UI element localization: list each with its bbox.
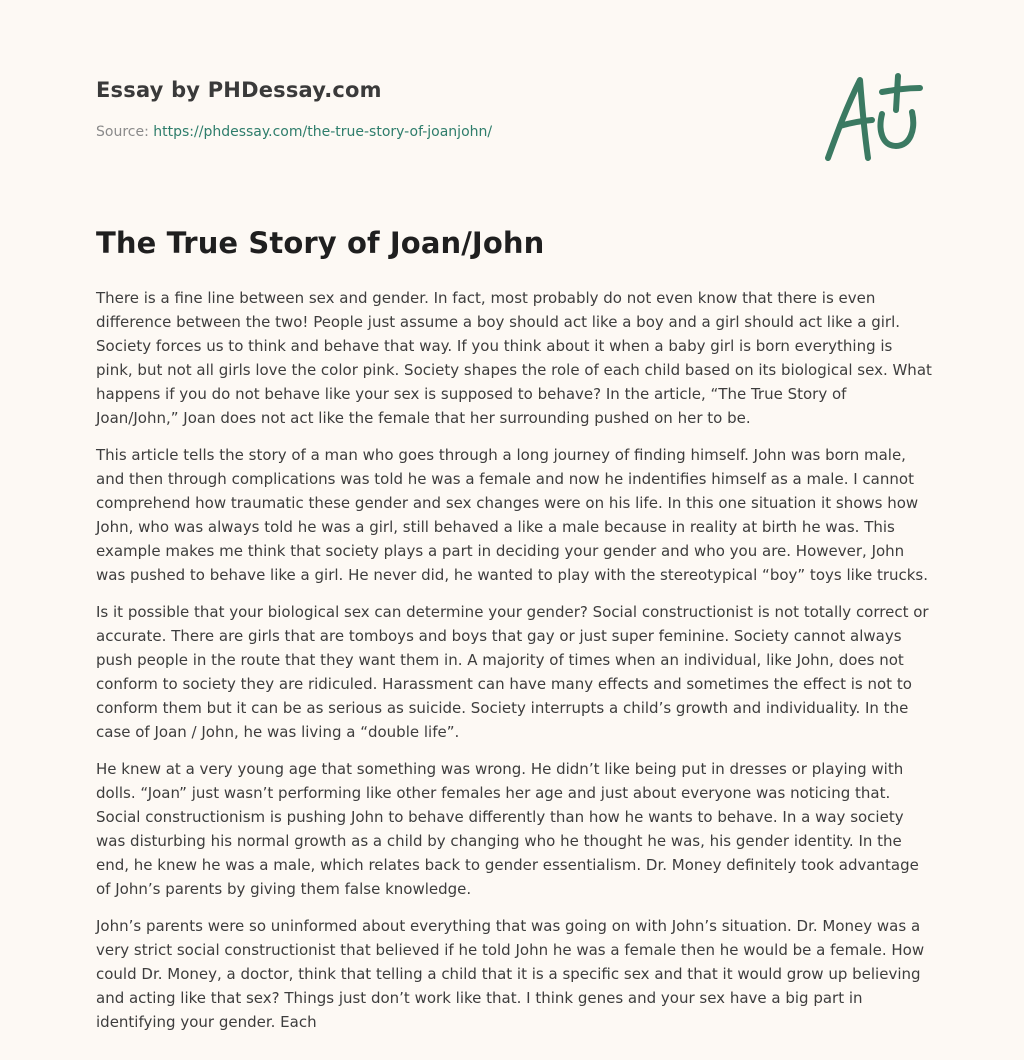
essay-paragraph: There is a fine line between sex and gender. In fact, most probably do not even know that there is even difference between the two! People just assume a boy should act like a boy and a girl should act like a girl. Society forces us to think and behave that way. If you think about it when a baby girl is born everything is pink, but not all girls love the color pink. Society shapes the role of each child based on its biological sex. What happens if you do not behave like your sex is supposed to behave? In the article, “The True Story of Joan/John,” Joan does not act like the female that her surrounding pushed on her to be. — [96, 289, 932, 427]
essay-paragraph: This article tells the story of a man who goes through a long journey of finding himself. John was born male, and then through complications was told he was a female and now he indentifies himself as a male. I cannot comprehend how traumatic these gender and sex changes were on his life. In this one situation it shows how John, who was always told he was a girl, still behaved a like a male because in reality at birth he was. This example makes me think that society plays a part in deciding your gender and who you are. However, John was pushed to behave like a girl. He never did, he wanted to play with the stereotypical “boy” toys like trucks. — [96, 446, 929, 584]
essay-body — [96, 286, 932, 1047]
site-brand: Essay by PHDessay.com — [96, 78, 382, 102]
essay-paragraph: Is it possible that your biological sex can determine your gender? Social constructionist is not totally correct or accurate. There are girls that are tomboys and boys that gay or just super feminine. Society cannot always push people in the route that they want them in. A majority of times when an individual, like John, does not conform to society they are ridiculed. Harassment can have many effects and sometimes the effect is not to conform them but it can be as serious as suicide. Society interrupts a child’s growth and individuality. In the case of Joan / John, he was living a “double life”. — [96, 603, 929, 741]
source-link[interactable]: https://phdessay.com/the-true-story-of-joanjohn/ — [153, 124, 493, 140]
source-label: Source: — [96, 124, 154, 140]
essay-paragraph: John’s parents were so uninformed about everything that was going on with John’s situation. Dr. Money was a very strict social constructionist that believed if he told John he was a female then he would be a female. How could Dr. Money, a doctor, think that telling a child that it is a specific sex and that it would grow up believing and acting like that sex? Things just don’t work like that. I think genes and your sex have a big part in identifying your gender. Each — [96, 917, 925, 1031]
a-plus-logo-graphic — [820, 66, 930, 166]
essay-paragraph: He knew at a very young age that something was wrong. He didn’t like being put in dresses or playing with dolls. “Joan” just wasn’t performing like other females her age and just about everyone was noticing that. Social constructionism is pushing John to behave differently than how he wants to behave. In a way society was disturbing his normal growth as a child by changing who he thought he was, his gender identity. In the end, he knew he was a male, which relates back to gender essentialism. Dr. Money definitely took advantage of John’s parents by giving them false knowledge. — [96, 760, 919, 898]
source-line — [96, 124, 492, 140]
a-plus-logo-icon — [820, 66, 930, 166]
essay-title: The True Story of Joan/John — [96, 226, 545, 260]
